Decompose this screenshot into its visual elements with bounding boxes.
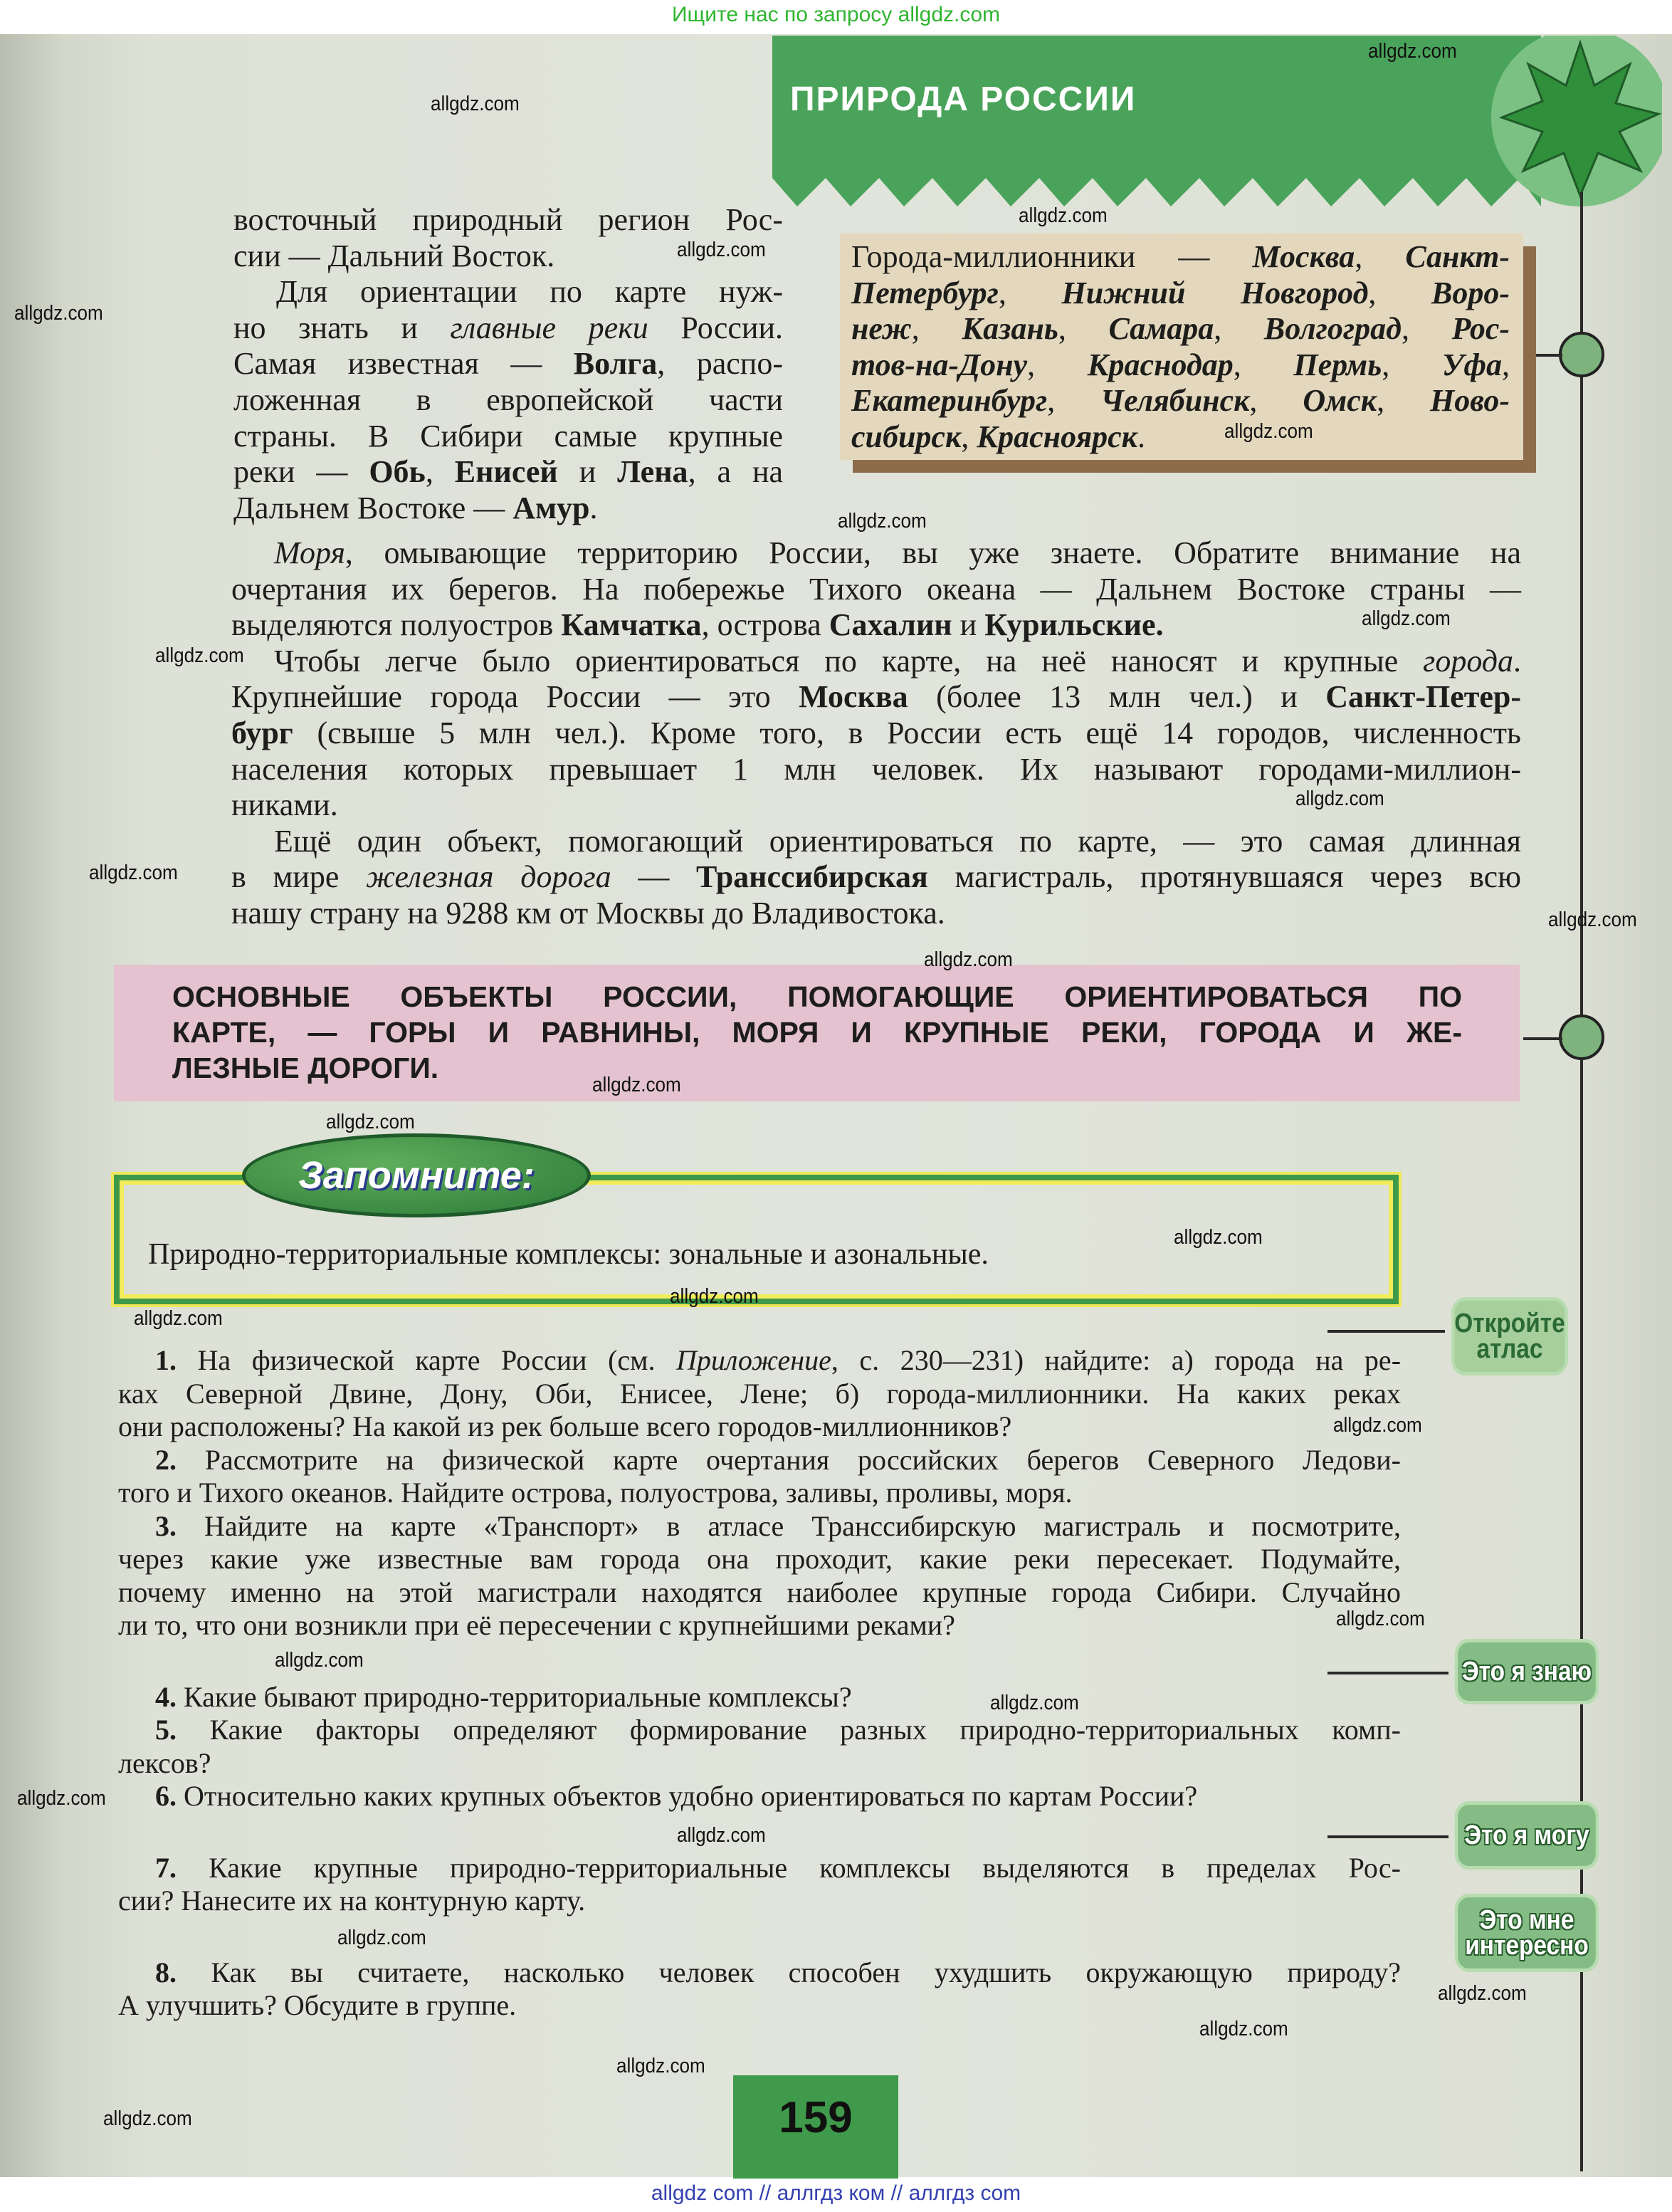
text-line bbox=[118, 1852, 1401, 1885]
text-segment: никами. bbox=[231, 787, 338, 823]
text-segment: , острова bbox=[701, 607, 829, 643]
text-segment: ложенная в европейской части bbox=[233, 382, 783, 417]
text-segment: нашу страну на 9288 км от Москвы до Владивостока. bbox=[231, 895, 945, 931]
text-segment: , bbox=[1402, 311, 1452, 347]
text-line bbox=[231, 572, 1521, 608]
text-segment: Чтобы легче было ориентироваться по карте, на неё наносят и крупные bbox=[274, 643, 1424, 678]
text-segment: , bbox=[1027, 347, 1088, 382]
text-segment: тов-на-Дону bbox=[851, 347, 1028, 382]
text-line bbox=[231, 896, 1521, 932]
text-segment: выделяются полуостров bbox=[231, 607, 562, 643]
text-segment: На физической карте России (см. bbox=[177, 1344, 677, 1376]
timeline-marker bbox=[1559, 332, 1604, 377]
text-segment: Какие бывают природно-территориальные комплексы? bbox=[177, 1680, 852, 1713]
watermark: allgdz.com bbox=[1362, 607, 1451, 630]
text-segment: , bbox=[1502, 347, 1510, 382]
marker-connector bbox=[1523, 1037, 1562, 1040]
text-line bbox=[231, 752, 1521, 788]
watermark: allgdz.com bbox=[592, 1074, 681, 1096]
text-line bbox=[233, 491, 783, 527]
text-segment: Рассмотрите на физической карте очертания российских берегов Северного Ледови- bbox=[177, 1443, 1401, 1476]
text-segment: главные реки bbox=[450, 310, 648, 345]
bottom-site-note: allgdz com // аллгдз ком // аллгдз com bbox=[651, 2181, 1021, 2205]
watermark: allgdz.com bbox=[924, 948, 1013, 971]
watermark: allgdz.com bbox=[1548, 908, 1637, 931]
watermark: allgdz.com bbox=[1174, 1226, 1263, 1249]
text-line bbox=[233, 346, 783, 382]
text-segment: Для ориентации по карте нуж- bbox=[276, 274, 783, 310]
text-segment: , bbox=[1377, 383, 1431, 419]
text-segment: . bbox=[1513, 643, 1521, 678]
text-segment: (свыше 5 млн чел.). Кроме того, в России есть ещё 14 городов, численность bbox=[293, 715, 1521, 750]
text-line bbox=[233, 202, 783, 239]
text-segment: Воро- bbox=[1431, 275, 1510, 310]
text-segment: , bbox=[1368, 275, 1431, 310]
text-segment: через какие уже известные вам города она проходит, какие реки пересекает. Подумайте, bbox=[118, 1543, 1401, 1575]
text-segment: , омывающие территорию России, вы уже знаете. Обратите внимание на bbox=[345, 535, 1521, 570]
text-line bbox=[118, 1956, 1401, 1990]
text-segment: , bbox=[961, 419, 977, 454]
text-segment: Челябинск bbox=[1100, 383, 1250, 419]
watermark: allgdz.com bbox=[89, 861, 178, 884]
text-segment: железная дорога bbox=[366, 859, 611, 895]
margin-timeline bbox=[1580, 192, 1583, 2171]
watermark: allgdz.com bbox=[1224, 420, 1313, 443]
text-segment: бург bbox=[231, 715, 293, 750]
text-segment: , bbox=[911, 311, 962, 347]
text-line bbox=[118, 1885, 1401, 1918]
watermark: allgdz.com bbox=[990, 1692, 1079, 1714]
text-segment: но знать и bbox=[233, 310, 451, 345]
interesting-tab[interactable]: Это мне интересно bbox=[1455, 1894, 1599, 1972]
text-segment: Какие факторы определяют формирование разных природно-территориальных комп- bbox=[177, 1714, 1401, 1746]
text-segment: Ново- bbox=[1430, 383, 1510, 419]
text-segment: Камчатка bbox=[561, 607, 702, 643]
watermark: allgdz.com bbox=[431, 93, 520, 115]
text-segment: Санкт- bbox=[1405, 239, 1510, 274]
text-line bbox=[231, 644, 1521, 680]
text-segment: 4. bbox=[155, 1680, 177, 1713]
text-segment: сибирск bbox=[851, 419, 962, 454]
text-segment: Нижний Новгород bbox=[1061, 275, 1369, 310]
text-segment: Ещё один объект, помогающий ориентироваться по карте, — это самая длинная bbox=[274, 823, 1521, 859]
watermark: allgdz.com bbox=[1295, 787, 1384, 810]
text-segment: Дальнем Востоке — bbox=[233, 490, 513, 525]
text-segment: , bbox=[998, 275, 1062, 310]
watermark: allgdz.com bbox=[17, 1787, 106, 1810]
text-line bbox=[118, 1410, 1401, 1444]
watermark: allgdz.com bbox=[14, 302, 103, 325]
text-segment: КАРТЕ, — ГОРЫ И РАВНИНЫ, МОРЯ И КРУПНЫЕ РЕКИ, ГОРОДА И ЖЕ- bbox=[172, 1016, 1462, 1049]
text-segment: Енисей bbox=[454, 454, 558, 490]
text-segment: Города-миллионники — bbox=[851, 239, 1253, 274]
text-segment: лексов? bbox=[118, 1746, 211, 1779]
text-line bbox=[118, 1543, 1401, 1576]
text-line bbox=[118, 1681, 1401, 1714]
text-segment: , bbox=[1214, 311, 1264, 347]
text-segment: почему именно на этой магистрали находятся наиболее крупные города Сибири. Случайно bbox=[118, 1576, 1401, 1608]
million-cities-text bbox=[851, 239, 1510, 456]
text-segment: того и Тихого океанов. Найдите острова, полуострова, заливы, проливы, моря. bbox=[118, 1477, 1073, 1509]
text-line bbox=[233, 382, 783, 419]
text-segment: магистраль, протянувшаяся через всю bbox=[927, 859, 1522, 895]
text-line bbox=[851, 276, 1510, 312]
text-segment: сии? Нанесите их на контурную карту. bbox=[118, 1885, 586, 1917]
text-segment: Как вы считаете, насколько человек способен ухудшить окружающую природу? bbox=[177, 1956, 1401, 1988]
text-segment: Найдите на карте «Транспорт» в атласе Транссибирскую магистраль и посмотрите, bbox=[177, 1509, 1401, 1542]
text-line bbox=[231, 824, 1521, 860]
text-line bbox=[233, 310, 783, 347]
text-line bbox=[118, 1344, 1401, 1378]
watermark: allgdz.com bbox=[103, 2107, 192, 2130]
key-statement-box bbox=[114, 965, 1520, 1101]
text-segment: Омск bbox=[1303, 383, 1377, 419]
text-segment: ли то, что они возникли при её пересечении с крупнейшими реками? bbox=[118, 1609, 955, 1641]
text-segment: , распо- bbox=[657, 346, 783, 382]
watermark: allgdz.com bbox=[134, 1307, 223, 1330]
text-line bbox=[233, 454, 783, 491]
text-segment: Петербург bbox=[851, 275, 999, 310]
marker-connector bbox=[1523, 354, 1562, 357]
text-segment: Сахалин bbox=[829, 607, 952, 643]
tab-connector bbox=[1327, 1330, 1445, 1333]
text-line bbox=[118, 1714, 1401, 1747]
text-segment: Краснодар bbox=[1087, 347, 1234, 382]
main-text bbox=[231, 535, 1521, 932]
watermark: allgdz.com bbox=[1199, 2018, 1288, 2040]
watermark: allgdz.com bbox=[670, 1285, 759, 1308]
text-line bbox=[118, 1444, 1401, 1477]
text-segment: , bbox=[425, 454, 455, 490]
text-line bbox=[118, 1510, 1401, 1543]
text-segment: Самая известная — bbox=[233, 346, 574, 382]
watermark: allgdz.com bbox=[677, 239, 766, 261]
text-segment: Амур bbox=[512, 490, 590, 525]
text-line bbox=[118, 1609, 1401, 1642]
remember-text: Природно-территориальные комплексы: зональные и азональные. bbox=[148, 1238, 989, 1271]
text-line bbox=[231, 679, 1521, 716]
text-segment: Москва bbox=[1252, 239, 1355, 274]
text-line bbox=[231, 716, 1521, 752]
text-line bbox=[118, 1378, 1401, 1411]
text-line bbox=[172, 1015, 1462, 1050]
chapter-title: ПРИРОДА РОССИИ bbox=[790, 80, 1137, 118]
text-segment: Лена bbox=[617, 454, 688, 490]
questions-list bbox=[118, 1344, 1401, 2023]
text-segment: и bbox=[557, 454, 618, 490]
text-segment: Уфа bbox=[1441, 347, 1503, 382]
watermark: allgdz.com bbox=[155, 644, 244, 667]
text-line bbox=[851, 383, 1510, 419]
text-segment: населения которых превышает 1 млн человек. Их называют городами-миллион- bbox=[231, 751, 1521, 787]
text-segment: они расположены? На какой из рек больше всего городов-миллионников? bbox=[118, 1410, 1012, 1442]
text-segment: Самара bbox=[1108, 311, 1214, 347]
text-segment: — bbox=[611, 859, 697, 895]
watermark: allgdz.com bbox=[1333, 1414, 1422, 1437]
text-segment: (более 13 млн чел.) и bbox=[908, 679, 1326, 715]
text-line bbox=[172, 979, 1462, 1015]
text-segment: 2. bbox=[155, 1443, 177, 1476]
text-line bbox=[851, 311, 1510, 347]
open-atlas-tab[interactable]: Откройте атлас bbox=[1451, 1297, 1568, 1375]
text-line bbox=[231, 607, 1521, 644]
page-number: 159 bbox=[733, 2075, 898, 2179]
text-segment: города bbox=[1423, 643, 1513, 678]
text-segment: Волгоград bbox=[1263, 311, 1402, 347]
text-segment: ках Северной Двине, Дону, Оби, Енисее, Лене; б) города-миллионники. На каких реках bbox=[118, 1377, 1401, 1410]
text-segment: ЛЕЗНЫЕ ДОРОГИ. bbox=[172, 1052, 439, 1084]
text-segment: Рос- bbox=[1451, 311, 1510, 347]
text-segment: Крупнейшие города России — это bbox=[231, 679, 799, 715]
text-line bbox=[118, 1477, 1401, 1510]
i-know-tab[interactable]: Это я знаю bbox=[1455, 1639, 1599, 1704]
watermark: allgdz.com bbox=[1019, 204, 1108, 227]
i-can-tab[interactable]: Это я могу bbox=[1455, 1801, 1599, 1870]
text-line bbox=[118, 1576, 1401, 1610]
text-line bbox=[118, 1780, 1401, 1813]
text-segment: восточный природный регион Рос- bbox=[233, 202, 783, 237]
text-line bbox=[851, 347, 1510, 384]
text-segment: 5. bbox=[155, 1714, 177, 1746]
text-segment: очертания их берегов. На побережье Тихого океана — Дальнем Востоке страны — bbox=[231, 571, 1521, 607]
text-segment: в мире bbox=[231, 859, 367, 895]
text-segment: , bbox=[1355, 239, 1406, 274]
watermark: allgdz.com bbox=[275, 1649, 364, 1672]
text-segment: 3. bbox=[155, 1509, 177, 1542]
text-line bbox=[233, 419, 783, 455]
text-line bbox=[172, 1050, 1462, 1086]
text-segment: сии — Дальний Восток. bbox=[233, 238, 555, 273]
top-search-note: Ищите нас по запросу allgdz.com bbox=[671, 3, 1001, 26]
text-segment: 8. bbox=[155, 1956, 177, 1988]
text-segment: России. bbox=[648, 310, 783, 345]
million-cities-box bbox=[840, 234, 1523, 460]
key-statement bbox=[172, 979, 1462, 1086]
remember-badge: Запомните: bbox=[242, 1133, 591, 1217]
text-segment: Транссибирская bbox=[696, 859, 928, 895]
text-segment: . bbox=[589, 490, 598, 525]
text-segment: , bbox=[1249, 383, 1303, 419]
text-segment: , а на bbox=[688, 454, 784, 490]
text-segment: . bbox=[1137, 419, 1145, 454]
text-segment: , с. 230—231) найдите: а) города на ре- bbox=[831, 1344, 1402, 1376]
text-segment: А улучшить? Обсудите в группе. bbox=[118, 1989, 517, 2021]
text-line bbox=[233, 274, 783, 310]
watermark: allgdz.com bbox=[1368, 40, 1457, 63]
text-segment: Москва bbox=[799, 679, 908, 715]
text-segment: Красноярск bbox=[977, 419, 1137, 454]
text-line bbox=[851, 239, 1510, 276]
text-line bbox=[231, 859, 1521, 896]
text-segment: Какие крупные природно-территориальные комплексы выделяются в пределах Рос- bbox=[177, 1851, 1401, 1884]
text-segment: реки — bbox=[233, 454, 369, 490]
text-segment: , bbox=[1058, 311, 1109, 347]
text-segment: Курильские. bbox=[984, 607, 1164, 643]
text-segment: неж bbox=[851, 311, 912, 347]
text-line bbox=[851, 419, 1510, 456]
text-segment: Моря bbox=[274, 535, 345, 570]
text-segment: 7. bbox=[155, 1851, 177, 1884]
text-segment: , bbox=[1047, 383, 1101, 419]
watermark: allgdz.com bbox=[1438, 1982, 1527, 2005]
text-line bbox=[231, 535, 1521, 572]
text-segment: Относительно каких крупных объектов удобно ориентироваться по картам России? bbox=[177, 1780, 1198, 1812]
watermark: allgdz.com bbox=[1336, 1608, 1425, 1630]
chapter-banner bbox=[772, 36, 1662, 206]
watermark: allgdz.com bbox=[616, 2055, 705, 2077]
text-segment: и bbox=[952, 607, 985, 643]
text-segment: , bbox=[1382, 347, 1442, 382]
text-segment: Приложение bbox=[676, 1344, 831, 1376]
text-segment: страны. В Сибири самые крупные bbox=[233, 418, 783, 454]
text-line bbox=[118, 1747, 1401, 1781]
text-segment: 6. bbox=[155, 1780, 177, 1812]
text-segment: Казань bbox=[962, 311, 1058, 347]
watermark: allgdz.com bbox=[326, 1111, 415, 1133]
watermark: allgdz.com bbox=[838, 510, 927, 533]
text-segment: , bbox=[1233, 347, 1294, 382]
text-segment: Обь bbox=[369, 454, 426, 490]
watermark: allgdz.com bbox=[337, 1927, 426, 1949]
timeline-marker bbox=[1559, 1015, 1604, 1060]
text-segment: Екатеринбург bbox=[851, 383, 1048, 419]
text-segment: Санкт-Петер- bbox=[1325, 679, 1522, 715]
text-segment: Волга bbox=[573, 346, 658, 382]
text-segment: ОСНОВНЫЕ ОБЪЕКТЫ РОССИИ, ПОМОГАЮЩИЕ ОРИЕНТИРОВАТЬСЯ ПО bbox=[172, 980, 1462, 1013]
watermark: allgdz.com bbox=[677, 1824, 766, 1847]
text-segment: 1. bbox=[155, 1344, 177, 1376]
text-segment: Пермь bbox=[1293, 347, 1382, 382]
